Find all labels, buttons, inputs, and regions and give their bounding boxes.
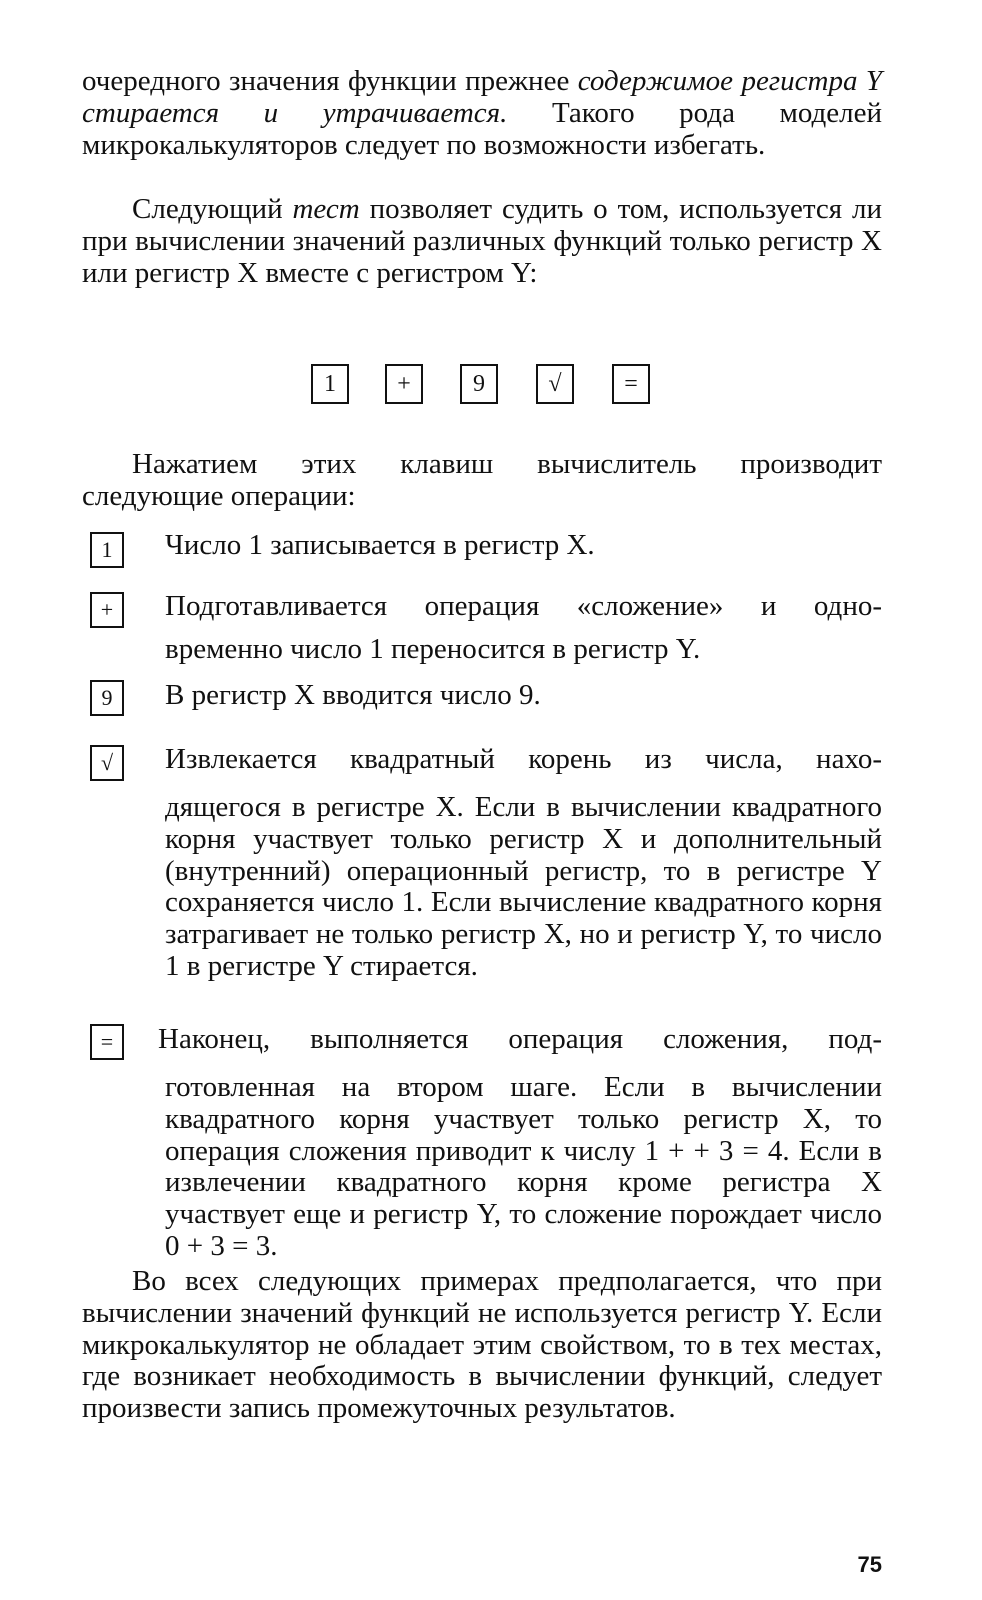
paragraph-operations-intro: Нажатием этих клавиш вычислитель производит следующие операции: <box>82 448 882 512</box>
key-plus-icon: + <box>385 364 423 404</box>
step-key-plus-icon: + <box>90 592 124 628</box>
step-5-rest: готовленная на втором шаге. Если в вычислении квадратного корня участвует только регистр X, то операция сложения приводит к числу 1 + + 3 = 4. Если в извлечении квадратного корня кроме регистра X участвует еще и регистр Y, то сложение порождает число 0 + 3 = 3. <box>165 1071 882 1262</box>
step-3-text: В регистр X вводится число 9. <box>165 679 541 711</box>
key-1-icon: 1 <box>311 364 349 404</box>
paragraph-conclusion: Во всех следующих примерах предполагается, что при вычислении значений функций не используется регистр Y. Если микрокалькулятор не обладает этим свойством, то в тех местах, где возникает необходимость в вычислении функций, следует произвести запись промежуточных результатов. <box>82 1265 882 1425</box>
step-5-first-line: Наконец, выполняется операция сложения, под- <box>158 1023 882 1055</box>
step-1-text: Число 1 записывается в регистр X. <box>165 529 595 561</box>
key-sqrt-icon: √ <box>536 364 574 404</box>
step-key-sqrt-icon: √ <box>90 745 124 781</box>
para2-italic: тест <box>292 193 360 225</box>
para1-italic: содержимое регистра Y стирается и утрачивается. <box>82 65 882 129</box>
step-4-rest: дящегося в регистре X. Если в вычислении квадратного корня участвует только регистр X и дополнительный (внутренний) операционный регистр, то в регистре Y сохраняется число 1. Если вычисление квадратного корня затрагивает не только регистр X, но и регистр Y, то число 1 в регистре Y стирается. <box>165 791 882 982</box>
paragraph-intro <box>82 66 882 161</box>
step-key-9-icon: 9 <box>90 680 124 716</box>
para1-lead: очередного значения функции прежнее <box>82 65 578 97</box>
para1-tail: Такого рода моделей микрокалькуляторов следует по возможности избегать. <box>82 96 882 161</box>
key-9-icon: 9 <box>460 364 498 404</box>
key-equals-icon: = <box>612 364 650 404</box>
step-2-rest: временно число 1 переносится в регистр Y. <box>165 633 701 665</box>
step-key-equals-icon: = <box>90 1024 124 1060</box>
para2-lead: Следующий <box>132 193 293 225</box>
step-2-first-line: Подготавливается операция «сложение» и одно- <box>165 590 882 622</box>
step-4-first-line: Извлекается квадратный корень из числа, нахо- <box>165 743 882 775</box>
page-number: 75 <box>857 1552 882 1577</box>
para2-tail: позволяет судить о том, используется ли при вычислении значений различных функций только регистр X или регистр X вместе с регистром Y: <box>82 193 882 289</box>
paragraph-test-description <box>82 194 882 289</box>
step-key-1-icon: 1 <box>90 532 124 568</box>
